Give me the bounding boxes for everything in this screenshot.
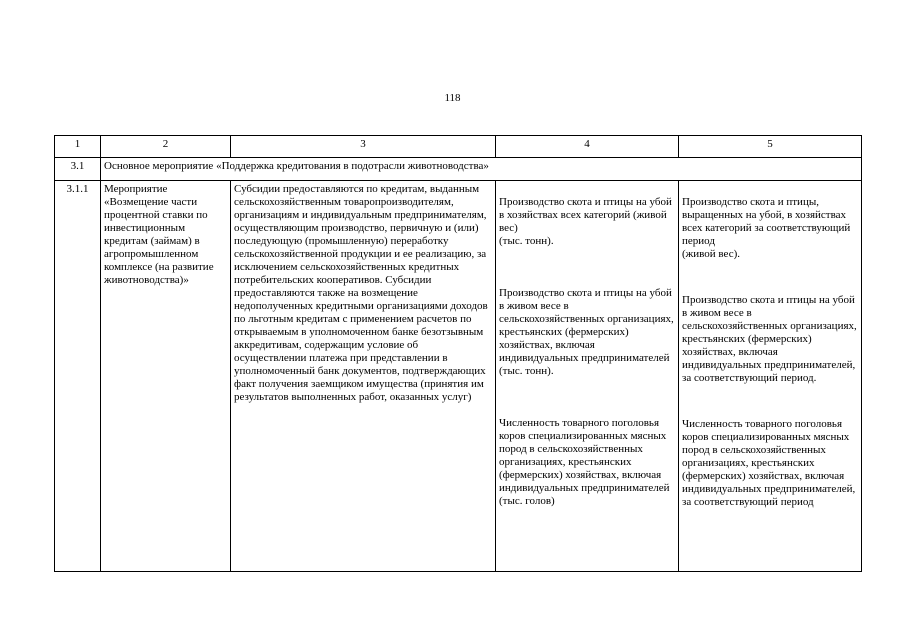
result-1: Производство скота и птицы, выращенных на убой, в хозяйствах всех категорий за соответствующий период (живой вес). (682, 196, 851, 260)
section-title: Основное мероприятие «Поддержка кредитования в подотрасли животноводства» (101, 158, 862, 181)
header-cell-5: 5 (679, 136, 862, 158)
result-3: Численность товарного поголовья коров специализированных мясных пород в сельскохозяйственных организациях, крестьянских (фермерских) хозяйствах, включая индивидуальных предпринимателей, за соответствующий период (682, 418, 856, 508)
results-cell (679, 181, 862, 572)
header-cell-1: 1 (55, 136, 101, 158)
header-cell-3: 3 (231, 136, 496, 158)
indicator-2: Производство скота и птицы на убой в живом весе в сельскохозяйственных организациях, крестьянских (фермерских) хозяйствах, включая индивидуальных предпринимателей (тыс. тонн). (499, 287, 674, 377)
result-2: Производство скота и птицы на убой в живом весе в сельскохозяйственных организациях, крестьянских (фермерских) хозяйствах, включая индивидуальных предпринимателей, за соответствующий период. (682, 294, 857, 384)
program-table (54, 135, 862, 572)
page-number: 118 (444, 92, 461, 104)
section-row (55, 158, 862, 181)
table-row (55, 181, 862, 572)
indicator-1: Производство скота и птицы на убой в хозяйствах всех категорий (живой вес) (тыс. тонн). (499, 196, 672, 247)
header-cell-2: 2 (101, 136, 231, 158)
header-cell-4: 4 (496, 136, 679, 158)
indicator-3: Численность товарного поголовья коров специализированных мясных пород в сельскохозяйственных организациях, крестьянских (фермерских) хозяйствах, включая индивидуальных предпринимателей (тыс. голов) (499, 417, 670, 507)
event-name: Мероприятие «Возмещение части процентной ставки по инвестиционным кредитам (займам) в агропромышленном комплексе (на развитие животноводства)» (101, 181, 231, 572)
indicators-cell (496, 181, 679, 572)
header-row (55, 136, 862, 158)
event-description: Субсидии предоставляются по кредитам, выданным сельскохозяйственным товаропроизводителям, организациям и индивидуальным предпринимателям, осуществляющим производство, первичную и (или) последующую (промышленную) переработку сельскохозяйственной продукции и ее реализацию, за исключением сельскохозяйственных кредитных потребительских кооперативов. Субсидии предоставляются также на возмещение недополученных кредитными организациями доходов по льготным кредитам с применением расчетов по открываемым в уполномоченном банке безотзывным аккредитивам, содержащим условие об осуществлении платежа при представлении в уполномоченный банк документов, подтверждающих факт получения заемщиком имущества (принятия им результатов выполненных работ, оказанных услуг) (231, 181, 496, 572)
section-number: 3.1 (55, 158, 101, 181)
row-number: 3.1.1 (55, 181, 101, 572)
